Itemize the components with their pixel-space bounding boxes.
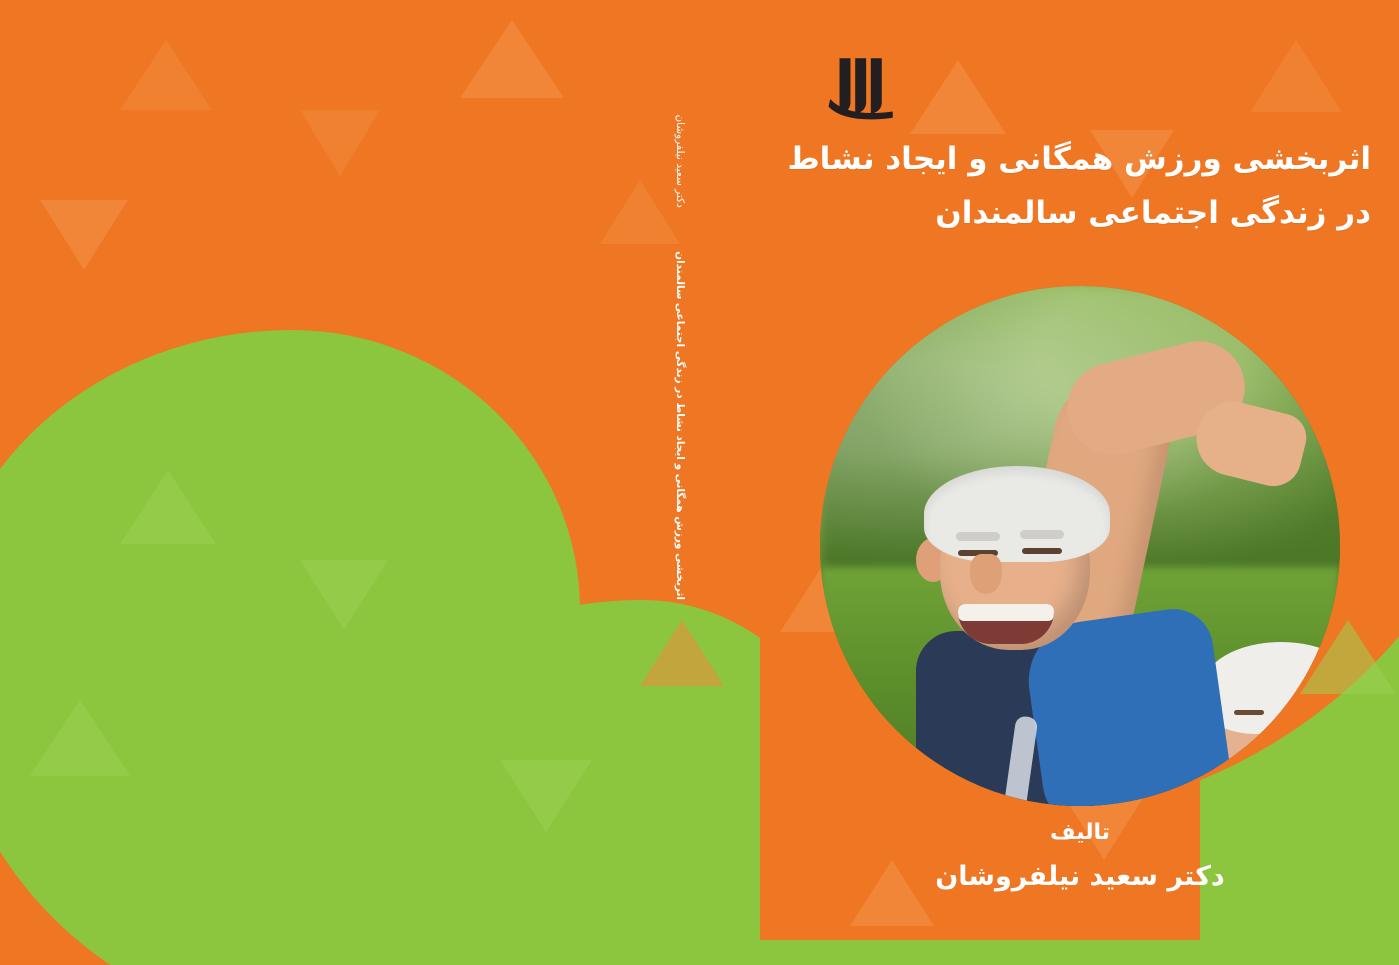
triangle-decor	[460, 20, 564, 98]
author-block	[760, 820, 1399, 892]
spine-text	[674, 114, 686, 600]
spine-author: دکتر سعید نیلفروشان	[674, 114, 686, 208]
title-line-1: اثربخشی ورزش همگانی و ایجاد نشاط	[787, 141, 1371, 177]
woman-mouth	[1248, 748, 1316, 776]
publisher-logo-icon	[820, 52, 906, 124]
triangle-decor	[640, 620, 724, 686]
triangle-decor	[30, 700, 130, 776]
cover-photo	[820, 286, 1340, 806]
man-brow-right	[1020, 530, 1064, 539]
man-mouth	[958, 604, 1054, 644]
author-name: دکتر سعید نیلفروشان	[935, 861, 1225, 892]
triangle-decor	[1250, 40, 1342, 112]
man-eye-right	[1022, 548, 1062, 554]
spine-title: اثربخشی ورزش همگانی و ایجاد نشاط در زندگی اجتماعی سالمندان	[674, 251, 686, 600]
front-cover-panel	[760, 0, 1399, 965]
triangle-decor	[40, 200, 128, 270]
man-hair	[924, 466, 1110, 562]
title-line-2: در زندگی اجتماعی سالمندان	[935, 195, 1371, 232]
triangle-decor	[600, 180, 680, 244]
man-nose	[970, 554, 1002, 594]
man-brow-left	[956, 532, 1000, 541]
triangle-decor	[300, 560, 388, 630]
triangle-decor	[300, 110, 380, 176]
triangle-decor	[910, 60, 1006, 134]
author-label: تالیف	[1050, 820, 1110, 845]
triangle-decor	[120, 470, 216, 544]
triangle-decor	[120, 40, 212, 110]
woman-eye-left	[1234, 710, 1264, 715]
page-title	[781, 132, 1371, 241]
woman-eye-right	[1286, 710, 1316, 715]
triangle-decor	[500, 760, 592, 832]
